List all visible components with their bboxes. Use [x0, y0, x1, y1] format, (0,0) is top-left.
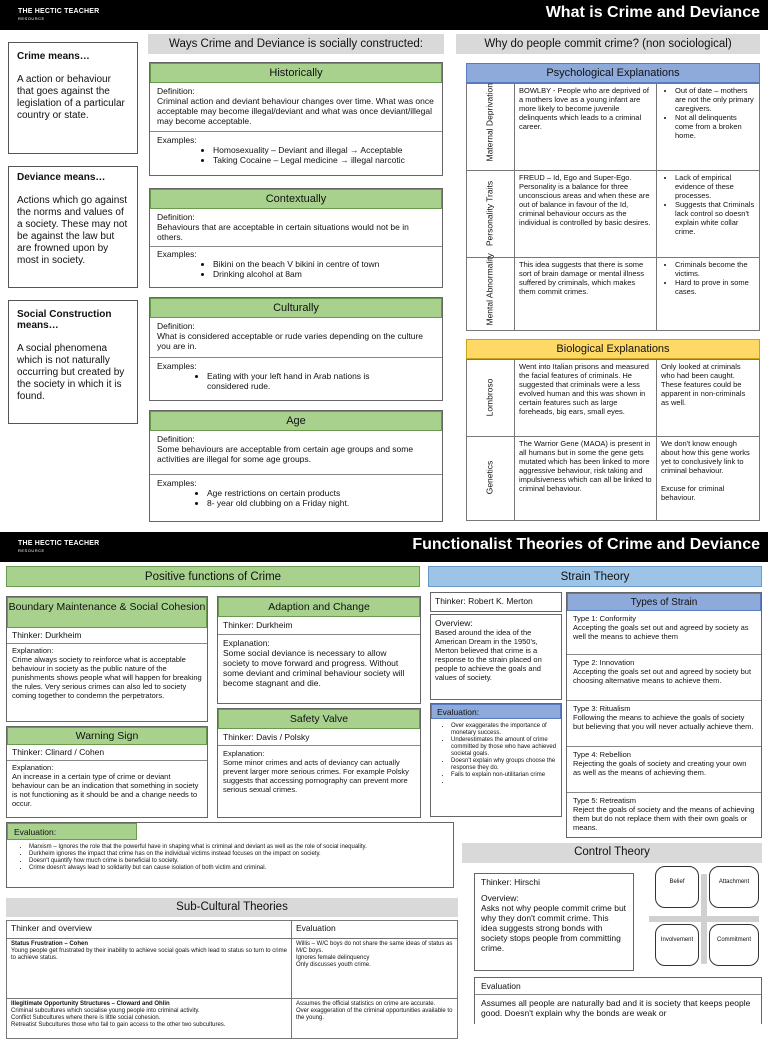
subcultural-col1-header: Thinker and overview: [7, 921, 292, 939]
contextually-ex-label: Examples:: [157, 249, 197, 259]
strain-overview: [430, 614, 562, 700]
bio-row-label: Lombroso: [484, 378, 495, 417]
crime-body: A action or behaviour that goes against the legislation of a particular country or state.: [17, 74, 125, 121]
deviance-definition-box: [8, 166, 138, 288]
types-of-strain: [566, 592, 762, 838]
adaption-exp-label: Explanation:: [223, 638, 270, 648]
control-overview: [474, 873, 634, 971]
bonds-diagram: [645, 866, 763, 970]
subcultural-row-head: Illegitimate Opportunity Structures – Cloward and Ohlin: [11, 1001, 170, 1007]
bio-row-text: The Warrior Gene (MAOA) is present in all humans but in some the gene gets mutated which has been linked to more aggressive behaviour, risk taking and impulsiveness which can all be linked to criminal behaviour.: [515, 437, 657, 521]
age-def: Some behaviours are acceptable from certain age groups and some activities are illegal for some age groups.: [157, 444, 414, 464]
contextually-def: Behaviours that are acceptable in certain situations would not be in others.: [157, 222, 409, 242]
subcultural-row: [7, 999, 458, 1039]
psych-row: [467, 258, 760, 331]
strain-eval-label: Evaluation:: [431, 704, 561, 719]
culturally-def: What is considered acceptable or rude varies depending on the culture you are in.: [157, 331, 424, 351]
strain-eval-item: • Over exaggerates the importance of monetary success.: [451, 723, 557, 737]
subcultural-eval: Assumes the official statistics on crime are accurate.: [296, 1001, 436, 1007]
functionalist-evaluation-label: Evaluation:: [7, 823, 137, 840]
psych-crit: • Out of date – mothers are not the only primary caregivers.: [675, 86, 755, 113]
functionalist-evaluation-item: • Durkheim ignores the impact that crime has on the individual victims instead focuses on the impact on society.: [29, 851, 445, 858]
control-eval-label: Evaluation: [475, 978, 761, 995]
historically-def: Criminal action and deviant behaviour changes over time. What was once acceptable may become illegal/deviant and what was once deviant/illegal may become acceptable.: [157, 96, 434, 126]
contextually-example: • Drinking alcohol at 8am: [213, 269, 435, 279]
bio-crit: We don't know enough about how this gene works yet to conclusively link to criminal behaviour.: [661, 439, 750, 475]
types-title: Types of Strain: [567, 593, 761, 611]
positive-functions-header: Positive functions of Crime: [6, 566, 420, 587]
bottom-banner: [0, 532, 768, 562]
safety-exp-label: Explanation:: [223, 749, 265, 758]
psych-row-label: Maternal Deprivation: [484, 83, 495, 162]
boundary-thinker: Thinker: Durkheim: [7, 628, 207, 644]
subcultural-eval: Willis – W/C boys do not share the same ideas of status as M/C boys.: [296, 941, 453, 954]
boundary-section: [6, 596, 208, 722]
psych-title: Psychological Explanations: [466, 63, 760, 83]
age-def-label: Definition:: [157, 434, 195, 444]
adaption-exp: Some social deviance is necessary to allow society to move forward and progress. Without some deviant and criminal behaviour society will become stagnant and die.: [223, 648, 405, 688]
safety-section: [217, 708, 421, 818]
psych-row-text: BOWLBY - People who are deprived of a mothers love as a young infant are more likely to become juvenile delinquents which leads to a criminal career.: [515, 84, 657, 171]
brand-logo: THE HECTIC TEACHER RESOURCE: [18, 540, 100, 553]
subcultural-eval: Over exaggeration of the criminal opportunities available to the young.: [296, 1008, 453, 1021]
bio-row-label: Genetics: [484, 460, 495, 495]
warning-thinker: Thinker: Clinard / Cohen: [7, 745, 207, 761]
bio-title: Biological Explanations: [466, 339, 760, 359]
strain-eval-item: [451, 779, 557, 786]
bond-attachment: Attachment: [709, 866, 759, 908]
psych-table: [466, 83, 760, 331]
historically-example: • Homosexuality – Deviant and illegal → Acceptable: [213, 145, 435, 155]
historically-title: Historically: [150, 63, 442, 83]
functionalist-evaluation-item: • Doesn't quantify how much crime is beneficial to society.: [29, 858, 445, 865]
subcultural-row-text: Criminal subcultures which socialise young people into criminal activity. Conflict Subcultures where there is little social cohesion. Retreatist Subcultures those who fail to gain access to the other two subcultures.: [11, 1008, 226, 1028]
historically-example: • Taking Cocaine – Legal medicine → illegal narcotic: [213, 155, 435, 165]
crime-heading: Crime means…: [17, 51, 90, 62]
safety-title: Safety Valve: [218, 709, 420, 729]
functionalist-evaluation: [6, 822, 454, 888]
bond-involvement: Involvement: [655, 924, 699, 966]
safety-thinker: Thinker: Davis / Polsky: [218, 729, 420, 746]
warning-section: [6, 726, 208, 818]
culturally-section: [149, 297, 443, 401]
psych-crit: • Not all delinquents come from a broken home.: [675, 113, 755, 140]
social-construction-body: A social phenomena which is not naturally occurring but created by the society in which it is found.: [17, 343, 125, 402]
historically-ex-label: Examples:: [157, 135, 197, 145]
safety-exp: Some minor crimes and acts of deviancy can actually prevent larger more serious crimes. For example Polsky suggests that accessing pornography can prevent more serious sexual crimes.: [223, 758, 409, 794]
subcultural-row-text: Young people get frustrated by their inability to achieve social goals which lead to status so turn to crime to achieve status.: [11, 948, 287, 961]
historically-def-label: Definition:: [157, 86, 195, 96]
adaption-thinker: Thinker: Durkheim: [218, 617, 420, 635]
subcultural-title: Sub-Cultural Theories: [6, 898, 458, 917]
culturally-title: Culturally: [150, 298, 442, 318]
warning-exp-label: Explanation:: [12, 763, 54, 772]
bio-row: [467, 437, 760, 521]
age-section: [149, 410, 443, 522]
strain-type: Type 2: Innovation Accepting the goals set out and agreed by society but choosing alternative means to achieve them.: [567, 655, 761, 701]
constructed-header: Ways Crime and Deviance is socially constructed:: [148, 34, 444, 54]
bio-crit: Only looked at criminals who had been caught. These features could be apparent in non-criminals as well.: [657, 360, 760, 437]
psych-crit: • Criminals become the victims.: [675, 260, 755, 278]
functionalist-evaluation-item: • Crime doesn't always lead to solidarity but can cause isolation of both victim and criminal.: [29, 865, 445, 872]
bottom-title: Functionalist Theories of Crime and Deviance: [412, 536, 760, 553]
warning-title: Warning Sign: [7, 727, 207, 745]
psych-crit: • Suggests that Criminals lack control so doesn't explain white collar crime.: [675, 200, 755, 236]
psych-crit: • Lack of empirical evidence of these processes.: [675, 173, 755, 200]
top-banner: [0, 0, 768, 30]
subcultural-col2-header: Evaluation: [292, 921, 458, 939]
strain-type: Type 5: Retreatism Reject the goals of society and the means of achieving them but do not replace them with their own goals or means.: [573, 796, 755, 832]
control-ov-label: Overview:: [481, 893, 519, 903]
bio-row: [467, 360, 760, 437]
psych-row-text: FREUD – Id, Ego and Super-Ego. Personality is a balance for three unconscious areas and when these are out of balance in favour of the Id, criminal behaviour occurs as the individual is controlled by basic desires.: [515, 171, 657, 258]
contextually-example: • Bikini on the beach V bikini in centre of town: [213, 259, 435, 269]
age-example: • 8- year old clubbing on a Friday night.: [207, 498, 435, 508]
warning-exp: An increase in a certain type of crime or deviant behaviour can be an indication that something in society is not functioning as it should be and a change needs to occur.: [12, 772, 199, 808]
functionalist-evaluation-item: • Marxism – Ignores the role that the powerful have in shaping what is criminal and deviant as well as the role of social inequality.: [29, 844, 445, 851]
boundary-exp-label: Explanation:: [12, 646, 54, 655]
deviance-heading: Deviance means…: [17, 172, 106, 183]
strain-evaluation: [430, 703, 562, 817]
deviance-body: Actions which go against the norms and values of a society. These may not be against the law but are frowned upon by most in society.: [17, 195, 128, 266]
strain-type: Type 4: Rebellion Rejecting the goals of society and creating your own as well as the means of achieving them.: [567, 747, 761, 793]
control-thinker: Thinker: Hirschi: [481, 877, 541, 887]
strain-type: Type 3: Ritualism Following the means to achieve the goals of society but believing that you will never actually achieve them.: [567, 701, 761, 747]
contextually-def-label: Definition:: [157, 212, 195, 222]
control-ov: Asks not why people commit crime but why they don't commit crime. This idea suggests strong bonds with society stops people from committing crime.: [481, 903, 627, 953]
strain-eval-item: • Doesn't explain why groups choose the response they do.: [451, 758, 557, 772]
subcultural-row: [7, 939, 458, 999]
strain-title: Strain Theory: [428, 566, 762, 587]
boundary-exp: Crime always society to reinforce what is acceptable behaviour in society as the public nature of the punishments shows people what will happen for breaking the rules. Very serious crimes can also led to society coming together to condemn the perpetrators.: [12, 655, 202, 700]
crime-definition-box: [8, 42, 138, 154]
control-title: Control Theory: [462, 843, 762, 863]
strain-ov-label: Overview:: [435, 618, 473, 628]
strain-eval-item: • Underestimates the amount of crime committed by those who have achieved societal goals.: [451, 737, 557, 758]
psych-row-text: This idea suggests that there is some sort of brain damage or mental illness suffered by criminals, which makes them commit crimes.: [515, 258, 657, 331]
psych-row: [467, 84, 760, 171]
culturally-def-label: Definition:: [157, 321, 195, 331]
strain-thinker: Thinker: Robert K. Merton: [430, 592, 562, 612]
control-evaluation: [474, 977, 762, 1024]
brand-logo: THE HECTIC TEACHER RESOURCE: [18, 8, 100, 21]
subcultural-eval: Ignores female delinquency: [296, 955, 370, 961]
culturally-ex-label: Examples:: [157, 361, 197, 371]
subcultural-eval: Only discusses youth crime.: [296, 962, 371, 968]
bond-belief: Belief: [655, 866, 699, 908]
subcultural-row-head: Status Frustration – Cohen: [11, 941, 89, 947]
strain-eval-item: • Fails to explain non-utilitarian crime: [451, 772, 557, 779]
adaption-title: Adaption and Change: [218, 597, 420, 617]
age-ex-label: Examples:: [157, 478, 197, 488]
psych-crit: • Hard to prove in some cases.: [675, 278, 755, 296]
strain-ov: Based around the idea of the American Dream in the 1950's, Merton believed that crime is a response to the strain placed on people to achieve the goals and values of society.: [435, 628, 542, 682]
page-title: What is Crime and Deviance: [545, 4, 760, 21]
bio-crit-2: Excuse for criminal behaviour.: [661, 484, 725, 502]
contextually-section: [149, 188, 443, 288]
social-construction-box: [8, 300, 138, 424]
contextually-title: Contextually: [150, 189, 442, 209]
historically-section: [149, 62, 443, 176]
bio-table: [466, 359, 760, 521]
bio-row-text: Went into Italian prisons and measured the facial features of criminals. He suggested that criminals were a less evolved human and this was shown in certain features such as large foreheads, big ears, small eyes.: [515, 360, 657, 437]
age-example: • Age restrictions on certain products: [207, 488, 435, 498]
strain-type: Type 1: Conformity Accepting the goals set out and agreed by society as well the means to achieve them: [567, 611, 761, 655]
culturally-example: • Eating with your left hand in Arab nations is considered rude.: [207, 371, 405, 391]
control-eval: Assumes all people are naturally bad and it is society that keeps people good. Doesn't explain why the bonds are weak or: [481, 998, 751, 1018]
boundary-title: Boundary Maintenance & Social Cohesion: [7, 597, 207, 628]
why-header: Why do people commit crime? (non sociological): [456, 34, 760, 54]
psych-row: [467, 171, 760, 258]
psych-row-label: Personality Traits: [484, 180, 495, 247]
social-construction-heading: Social Construction means…: [17, 309, 112, 331]
psych-row-label: Mental Abnormality: [484, 253, 495, 326]
adaption-section: [217, 596, 421, 704]
bond-commitment: Commitment: [709, 924, 759, 966]
age-title: Age: [150, 411, 442, 431]
subcultural-table: [6, 920, 458, 1039]
